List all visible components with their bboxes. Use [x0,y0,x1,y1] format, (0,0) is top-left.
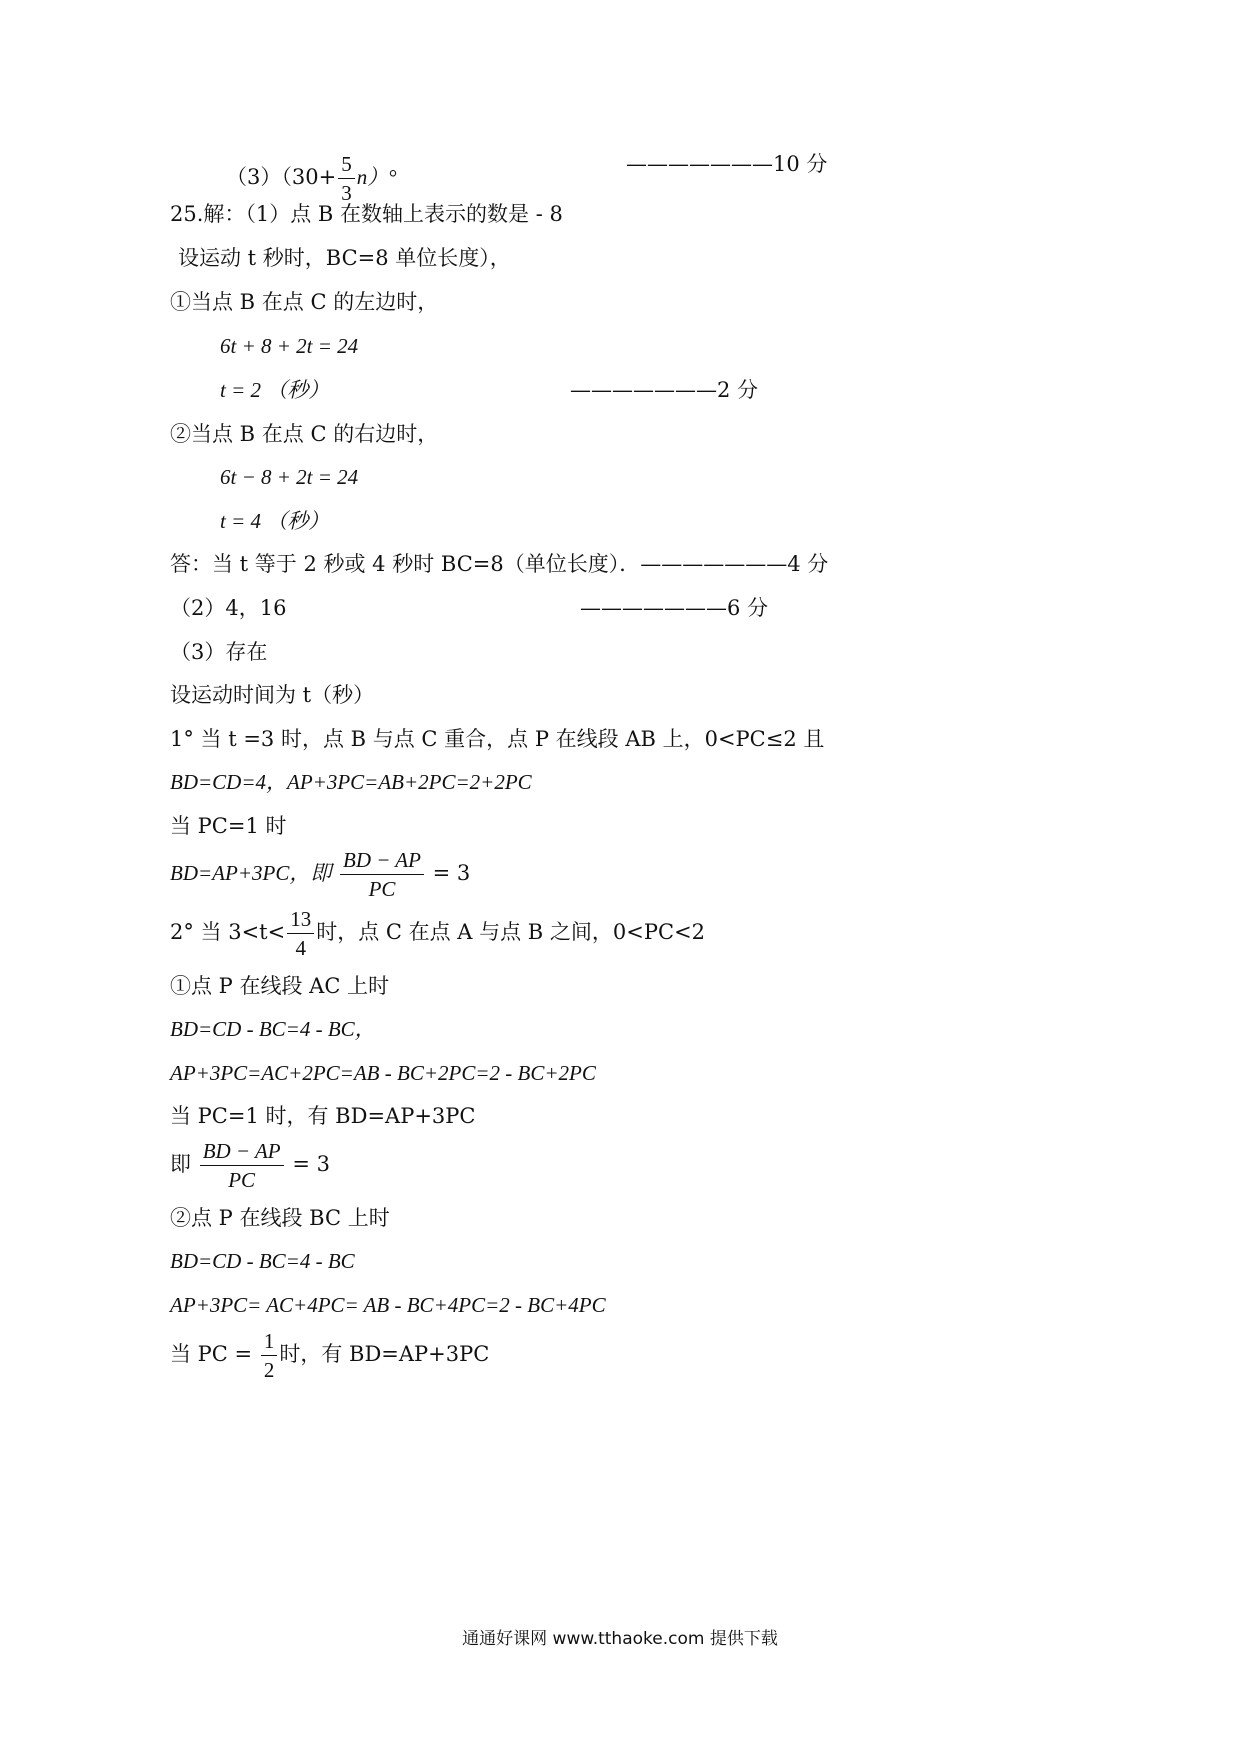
line-17 [170,846,470,903]
equation-2: 6t − 8 + 2t = 24 [220,465,359,489]
fraction-13-4 [287,905,314,962]
fraction-numerator: 13 [287,905,314,934]
line-12: （3）存在 [170,640,268,664]
line-17-pre: BD=AP+3PC，即 [170,861,332,885]
line-18-post: 时，点 C 在点 A 与点 B 之间，0<PC<2 [316,920,706,944]
score-10: ———————10 分 [626,152,828,176]
line-13: 设运动时间为 t（秒） [170,683,375,707]
page-footer: 通通好课网 www.tthaoke.com 提供下载 [462,1629,778,1649]
fraction-numerator: 1 [261,1327,278,1356]
fraction-denominator: 3 [341,181,352,205]
line-22: 当 PC=1 时，有 BD=AP+3PC [170,1104,476,1128]
fraction-5-3 [338,150,355,207]
line-18 [170,905,705,962]
line-23 [170,1137,330,1194]
fraction-numerator: BD − AP [340,846,424,875]
fraction-bd-ap-pc [340,846,424,903]
line-11: （2）4，16 [170,596,287,620]
fraction-bd-ap-pc-2 [200,1137,284,1194]
line-1-pre: （3）（30+ [226,165,337,189]
line-27-post: 时，有 BD=AP+3PC [279,1342,490,1366]
line-23-post: = 3 [292,1152,330,1176]
fraction-denominator: 4 [295,936,306,960]
fraction-denominator: PC [368,877,396,901]
line-7: ②当点 B 在点 C 的右边时， [170,422,439,446]
line-1 [226,150,397,207]
fraction-denominator: 2 [263,1358,275,1382]
line-25: BD=CD ‑ BC=4 ‑ BC [170,1249,355,1273]
line-27-pre: 当 PC = [170,1342,253,1366]
line-3: 设运动 t 秒时，BC=8 单位长度）， [178,246,511,270]
answer-line: 答：当 t 等于 2 秒或 4 秒时 BC=8（单位长度）．———————4 分 [170,552,829,576]
score-6: ———————6 分 [580,596,769,620]
line-1-post: n）° [356,165,397,189]
fraction-numerator: 5 [338,150,355,179]
line-18-pre: 2° 当 3<t< [170,920,286,944]
line-2: 25.解：（1）点 B 在数轴上表示的数是 ‑ 8 [170,202,563,226]
equation-t2: t = 2 （秒） [220,378,330,402]
fraction-1-2 [261,1327,278,1384]
line-21: AP+3PC=AC+2PC=AB ‑ BC+2PC=2 ‑ BC+2PC [170,1061,596,1085]
line-23-pre: 即 [170,1152,191,1176]
fraction-denominator: PC [228,1168,256,1192]
score-2: ———————2 分 [570,378,759,402]
line-14: 1° 当 t =3 时，点 B 与点 C 重合，点 P 在线段 AB 上，0<PC≤2 且 [170,727,825,751]
line-20: BD=CD ‑ BC=4 ‑ BC， [170,1017,376,1041]
line-4: ①当点 B 在点 C 的左边时， [170,290,439,314]
fraction-numerator: BD − AP [200,1137,284,1166]
equation-1: 6t + 8 + 2t = 24 [220,334,359,358]
equation-t4: t = 4 （秒） [220,509,330,533]
line-24: ②点 P 在线段 BC 上时 [170,1206,390,1230]
line-16: 当 PC=1 时 [170,814,287,838]
line-17-post: = 3 [432,861,471,885]
line-26: AP+3PC= AC+4PC= AB ‑ BC+4PC=2 ‑ BC+4PC [170,1293,606,1317]
line-27 [170,1327,489,1384]
line-15: BD=CD=4，AP+3PC=AB+2PC=2+2PC [170,770,532,794]
line-19: ①点 P 在线段 AC 上时 [170,974,390,998]
